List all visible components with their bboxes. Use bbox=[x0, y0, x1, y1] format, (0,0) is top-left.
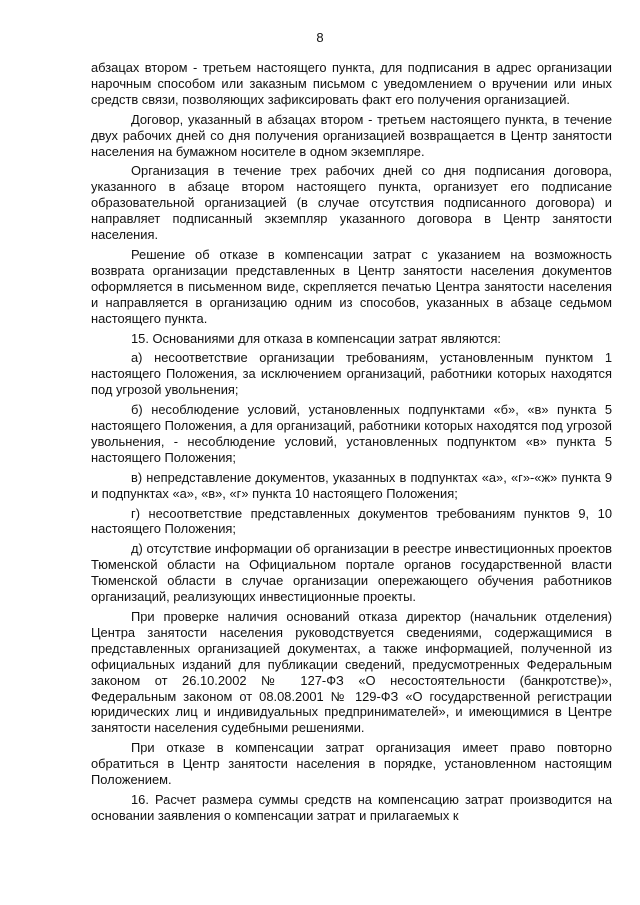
paragraph: абзацах втором - третьем настоящего пункта, для подписания в адрес организации нарочным способом или заказным письмом с уведомлением о вручении или иных средств связи, позволяющих зафиксировать факт его получения организацией. bbox=[91, 60, 612, 107]
paragraph: д) отсутствие информации об организации в реестре инвестиционных проектов Тюменской области на Официальном портале органов государственной власти Тюменской области в случае организации опережающего обучения работников организаций, реализующих инвестиционные проекты. bbox=[91, 541, 612, 605]
paragraph: Решение об отказе в компенсации затрат с указанием на возможность возврата организации представленных в Центр занятости населения документов оформляется в письменном виде, скрепляется печатью Центра занятости населения и направляется в организацию одним из способов, указанных в абзаце седьмом настоящего пункта. bbox=[91, 246, 612, 326]
paragraph: г) несоответствие представленных документов требованиям пунктов 9, 10 настоящего Положения; bbox=[91, 505, 612, 537]
page-number: 8 bbox=[316, 30, 324, 45]
paragraph: Организация в течение трех рабочих дней со дня подписания договора, указанного в абзаце втором настоящего пункта, организует его подписание образовательной организацией (в случае отсутствия подписанного договора) и направляет подписанный экземпляр указанного договора в Центр занятости населения. bbox=[91, 163, 612, 243]
paragraph: б) несоблюдение условий, установленных подпунктами «б», «в» пункта 5 настоящего Положения, а для организаций, работники которых находятся под угрозой увольнения, - несоблюдение условий, установленных подпунктом «в» пункта 5 настоящего Положения; bbox=[91, 402, 612, 465]
paragraph: Договор, указанный в абзацах втором - третьем настоящего пункта, в течение двух рабочих дней со дня получения организацией возвращается в Центр занятости населения на бумажном носителе в одном экземпляре. bbox=[91, 111, 612, 159]
paragraph: в) непредставление документов, указанных в подпунктах «а», «г»-«ж» пункта 9 и подпунктах «а», «в», «г» пункта 10 настоящего Положения; bbox=[91, 469, 612, 501]
paragraph: 16. Расчет размера суммы средств на компенсацию затрат производится на основании заявления о компенсации затрат и прилагаемых к bbox=[91, 791, 612, 823]
body-text bbox=[91, 60, 612, 828]
paragraph: При проверке наличия оснований отказа директор (начальник отделения) Центра занятости населения руководствуется сведениями, содержащимися в представленных организацией документах, а также информацией, полученной из официальных изданий для публикации сведений, предусмотренных Федеральным законом от 26.10.2002 № 127-ФЗ «О несостоятельности (банкротстве)», Федеральным законом от 08.08.2001 № 129-ФЗ «О государственной регистрации юридических лиц и индивидуальных предпринимателей», и имеющимися в Центре занятости населения судебными решениями. bbox=[91, 609, 612, 736]
paragraph: а) несоответствие организации требованиям, установленным пунктом 1 настоящего Положения, за исключением организаций, работники которых находятся под угрозой увольнения; bbox=[91, 350, 612, 398]
paragraph: 15. Основаниями для отказа в компенсации затрат являются: bbox=[131, 330, 502, 346]
paragraph: При отказе в компенсации затрат организация имеет право повторно обратиться в Центр занятости населения в порядке, установленном настоящим Положением. bbox=[91, 740, 612, 788]
